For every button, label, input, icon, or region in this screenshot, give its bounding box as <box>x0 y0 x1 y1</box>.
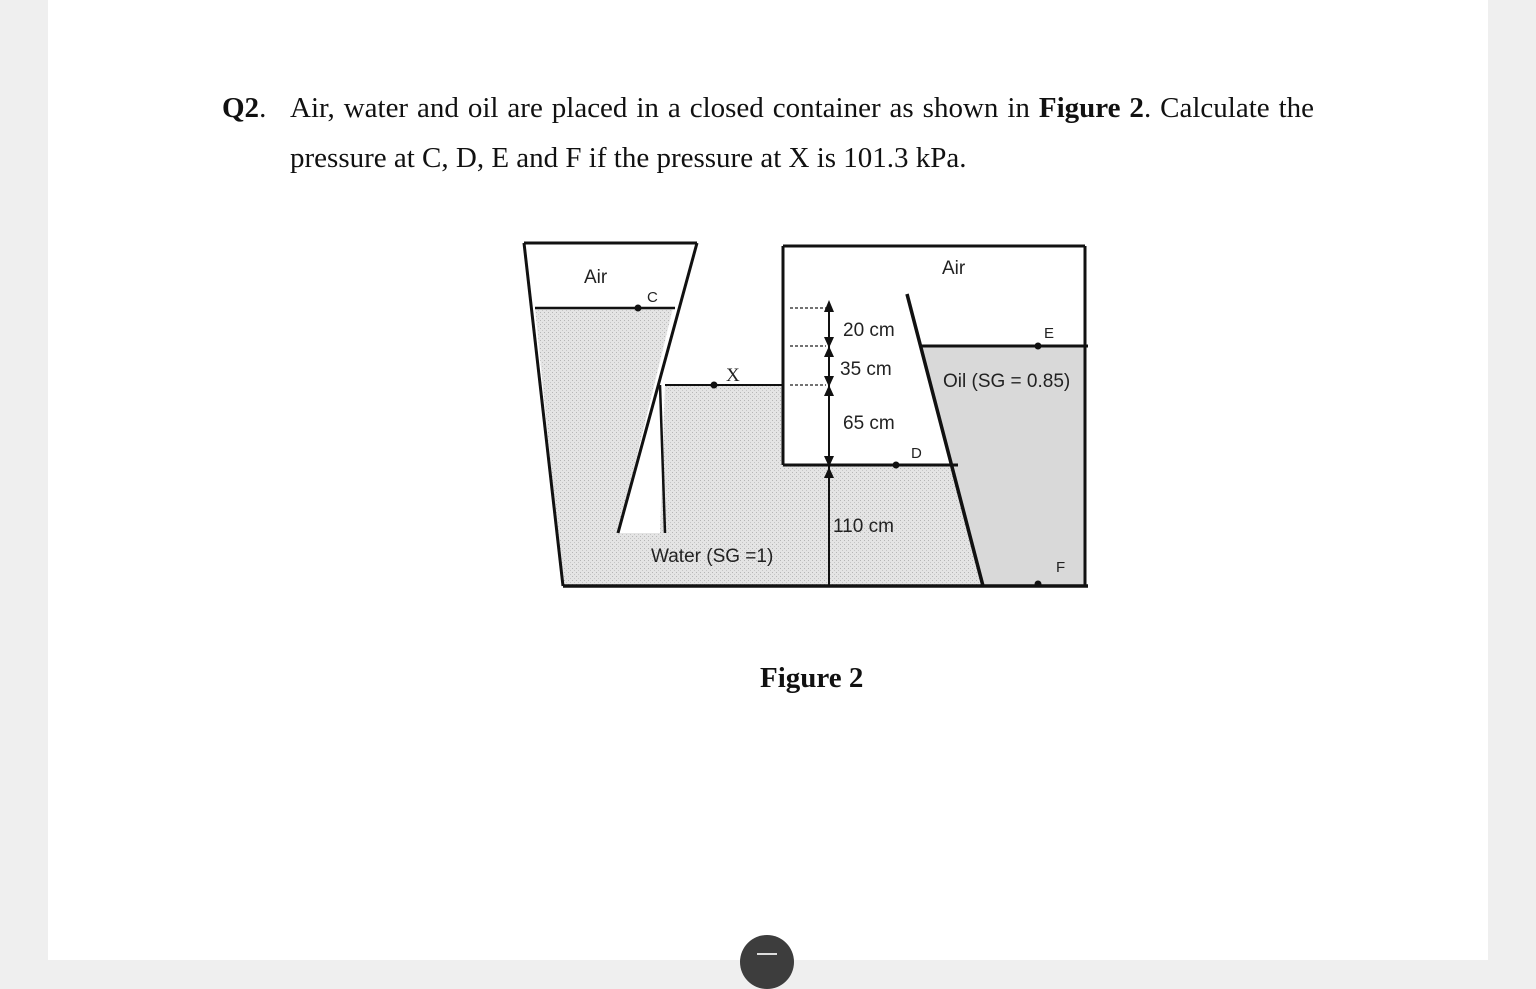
point-d-marker <box>893 462 900 469</box>
figure-caption: Figure 2 <box>760 662 864 694</box>
label-dim-110: 110 cm <box>833 516 894 537</box>
label-air-left: Air <box>584 267 608 288</box>
scroll-top-button[interactable] <box>740 935 794 989</box>
question-number: Q2. <box>222 92 267 124</box>
label-point-d: D <box>911 445 922 462</box>
figure-reference: Figure 2 <box>1038 92 1144 124</box>
label-oil: Oil (SG = 0.85) <box>943 371 1071 392</box>
point-f-marker <box>1035 581 1042 588</box>
label-point-f: F <box>1056 559 1066 576</box>
label-air-right: Air <box>942 258 966 279</box>
label-dim-65: 65 cm <box>843 413 895 434</box>
arrow-up-icon <box>757 953 777 955</box>
point-e-marker <box>1035 343 1042 350</box>
label-point-x: X <box>726 365 740 386</box>
label-water: Water (SG =1) <box>651 546 774 567</box>
label-dim-35: 35 cm <box>840 359 892 380</box>
question-text-line2: pressure at C, D, E and F if the pressure at X is 101.3 kPa. <box>290 142 967 174</box>
point-x-marker <box>711 382 718 389</box>
point-c-marker <box>635 305 642 312</box>
label-point-c: C <box>647 289 658 306</box>
label-point-e: E <box>1044 325 1055 342</box>
label-dim-20: 20 cm <box>843 320 895 341</box>
question-text-line1: Air, water and oil are placed in a closed container as shown in Figure 2. Calculate the <box>290 92 1315 124</box>
